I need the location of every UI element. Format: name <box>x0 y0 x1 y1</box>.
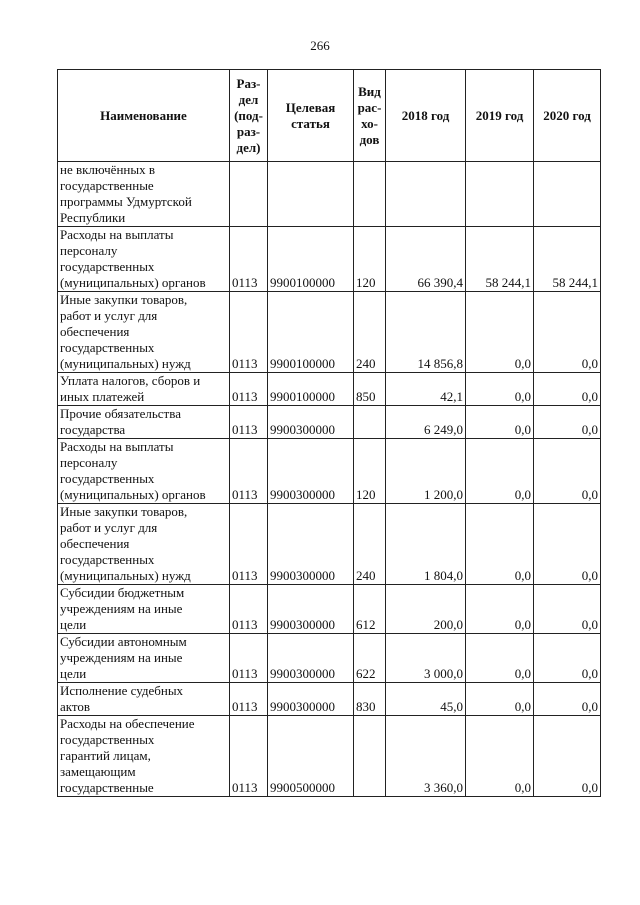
row-2018-value: 66 390,4 <box>386 227 466 292</box>
row-target: 9900300000 <box>268 406 354 439</box>
header-2020: 2020 год <box>534 70 601 162</box>
row-target: 9900300000 <box>268 683 354 716</box>
row-expense-type: 120 <box>354 439 386 504</box>
row-target: 9900300000 <box>268 504 354 585</box>
row-name: Расходы на выплаты персоналу государственных (муниципальных) органов <box>58 227 230 292</box>
table-row <box>58 406 601 439</box>
row-name: Субсидии автономным учреждениям на иные цели <box>58 634 230 683</box>
header-name: Наименование <box>58 70 230 162</box>
table-row <box>58 585 601 634</box>
row-2018-value: 45,0 <box>386 683 466 716</box>
table-row <box>58 373 601 406</box>
row-2018-value: 200,0 <box>386 585 466 634</box>
row-2018-value: 6 249,0 <box>386 406 466 439</box>
row-expense-type: 850 <box>354 373 386 406</box>
header-2018: 2018 год <box>386 70 466 162</box>
header-section: Раз- дел (под- раз- дел) <box>230 70 268 162</box>
row-name: Уплата налогов, сборов и иных платежей <box>58 373 230 406</box>
row-target <box>268 162 354 227</box>
row-2020-value: 0,0 <box>534 634 601 683</box>
row-section: 0113 <box>230 683 268 716</box>
row-2019-value: 0,0 <box>466 504 534 585</box>
row-2020-value: 0,0 <box>534 439 601 504</box>
row-2020-value: 0,0 <box>534 585 601 634</box>
table-row <box>58 439 601 504</box>
row-target: 9900500000 <box>268 716 354 797</box>
row-2018-value: 1 804,0 <box>386 504 466 585</box>
row-2020-value: 0,0 <box>534 406 601 439</box>
row-expense-type: 120 <box>354 227 386 292</box>
row-section: 0113 <box>230 585 268 634</box>
row-name: Расходы на выплаты персоналу государственных (муниципальных) органов <box>58 439 230 504</box>
row-2018-value <box>386 162 466 227</box>
table-row <box>58 716 601 797</box>
table-row <box>58 683 601 716</box>
table-row <box>58 292 601 373</box>
row-section: 0113 <box>230 716 268 797</box>
row-section: 0113 <box>230 227 268 292</box>
row-expense-type: 240 <box>354 292 386 373</box>
row-expense-type: 612 <box>354 585 386 634</box>
row-2019-value: 0,0 <box>466 585 534 634</box>
row-name: Исполнение судебных актов <box>58 683 230 716</box>
row-section: 0113 <box>230 292 268 373</box>
row-2019-value: 58 244,1 <box>466 227 534 292</box>
header-expense-type: Вид рас- хо- дов <box>354 70 386 162</box>
row-name: Иные закупки товаров, работ и услуг для обеспечения государственных (муниципальных) нужд <box>58 504 230 585</box>
header-target: Целевая статья <box>268 70 354 162</box>
row-section: 0113 <box>230 406 268 439</box>
row-2019-value: 0,0 <box>466 439 534 504</box>
row-name: Прочие обязательства государства <box>58 406 230 439</box>
row-target: 9900100000 <box>268 292 354 373</box>
page-number: 266 <box>310 38 330 53</box>
row-2018-value: 3 000,0 <box>386 634 466 683</box>
table-row <box>58 227 601 292</box>
row-expense-type: 240 <box>354 504 386 585</box>
row-target: 9900100000 <box>268 373 354 406</box>
row-expense-type: 830 <box>354 683 386 716</box>
row-name: не включённых в государственные программы Удмуртской Республики <box>58 162 230 227</box>
row-expense-type: 622 <box>354 634 386 683</box>
table-row <box>58 162 601 227</box>
row-2020-value: 0,0 <box>534 683 601 716</box>
row-section: 0113 <box>230 634 268 683</box>
row-2018-value: 14 856,8 <box>386 292 466 373</box>
row-2019-value: 0,0 <box>466 373 534 406</box>
row-name: Субсидии бюджетным учреждениям на иные цели <box>58 585 230 634</box>
header-row <box>58 70 601 162</box>
row-section: 0113 <box>230 504 268 585</box>
row-target: 9900100000 <box>268 227 354 292</box>
row-2019-value: 0,0 <box>466 292 534 373</box>
row-2018-value: 42,1 <box>386 373 466 406</box>
budget-table <box>57 69 601 797</box>
row-section: 0113 <box>230 373 268 406</box>
row-2019-value: 0,0 <box>466 634 534 683</box>
row-expense-type <box>354 162 386 227</box>
row-2019-value <box>466 162 534 227</box>
row-2020-value: 0,0 <box>534 373 601 406</box>
row-2020-value: 0,0 <box>534 716 601 797</box>
row-name: Расходы на обеспечение государственных гарантий лицам, замещающим государственные <box>58 716 230 797</box>
row-expense-type <box>354 716 386 797</box>
table-row <box>58 634 601 683</box>
row-2020-value: 58 244,1 <box>534 227 601 292</box>
row-2019-value: 0,0 <box>466 683 534 716</box>
row-2020-value <box>534 162 601 227</box>
row-2019-value: 0,0 <box>466 406 534 439</box>
row-2020-value: 0,0 <box>534 292 601 373</box>
row-target: 9900300000 <box>268 439 354 504</box>
table-row <box>58 504 601 585</box>
row-2020-value: 0,0 <box>534 504 601 585</box>
row-expense-type <box>354 406 386 439</box>
row-section: 0113 <box>230 439 268 504</box>
row-2019-value: 0,0 <box>466 716 534 797</box>
row-2018-value: 3 360,0 <box>386 716 466 797</box>
row-name: Иные закупки товаров, работ и услуг для обеспечения государственных (муниципальных) нужд <box>58 292 230 373</box>
row-target: 9900300000 <box>268 585 354 634</box>
row-section <box>230 162 268 227</box>
row-target: 9900300000 <box>268 634 354 683</box>
header-2019: 2019 год <box>466 70 534 162</box>
row-2018-value: 1 200,0 <box>386 439 466 504</box>
